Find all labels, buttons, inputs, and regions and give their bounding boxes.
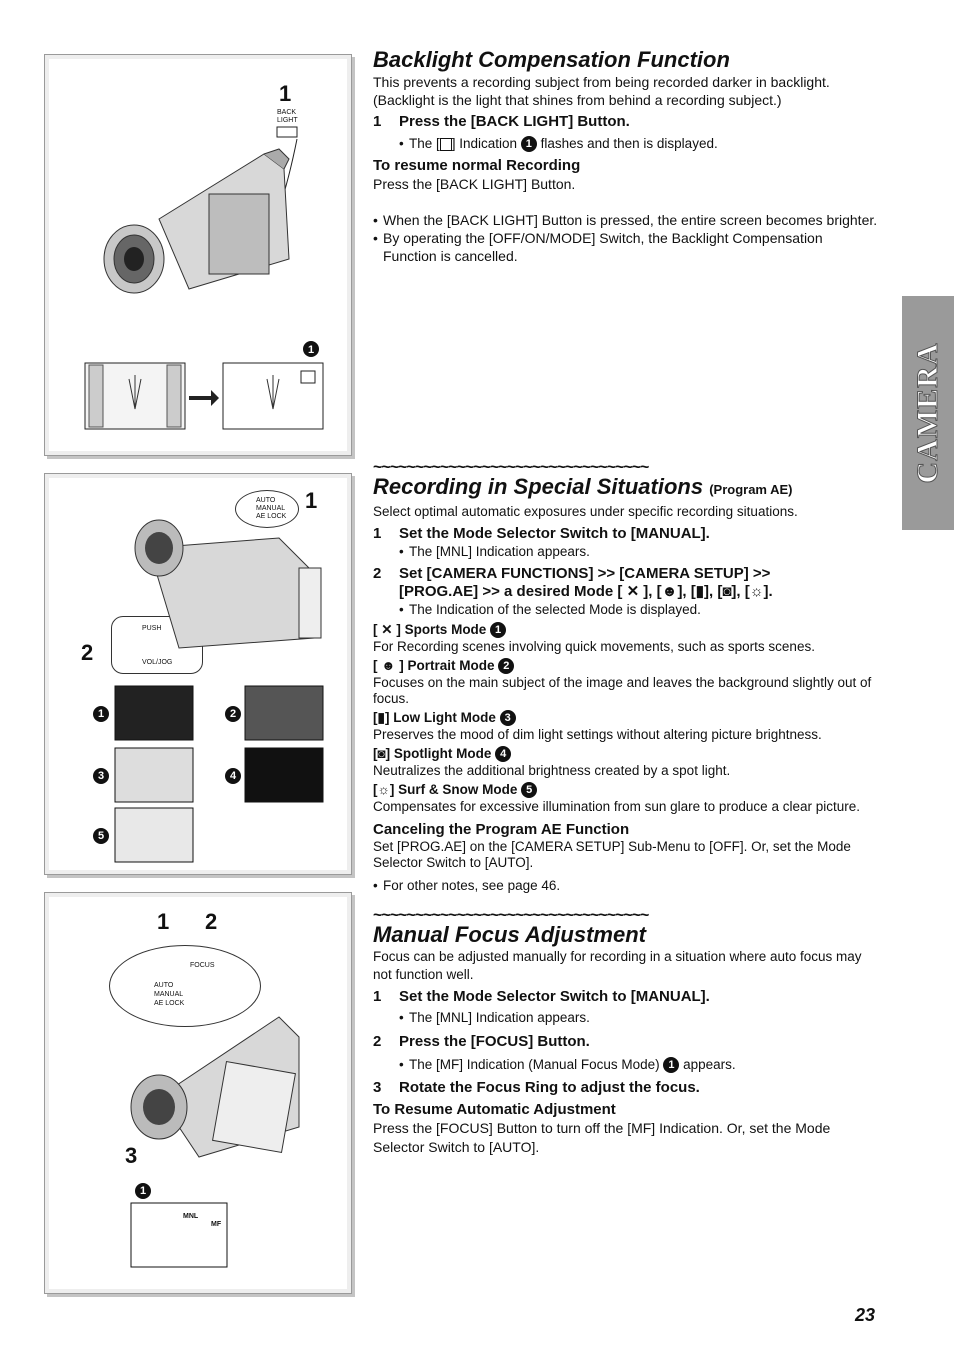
step-text: Rotate the Focus Ring to adjust the focus. [399,1079,700,1096]
note-part-c: flashes and then is displayed. [540,136,718,151]
camcorder-illustration-2 [49,478,347,870]
title-suffix: (Program AE) [709,482,793,497]
section-title: Backlight Compensation Function [373,47,730,72]
bullet-icon: • [373,878,378,893]
badge-1: 1 [663,1057,679,1073]
mode-name: Portrait Mode [407,658,495,673]
step-number: 2 [373,1033,382,1050]
camcorder-illustration [49,59,347,451]
step-1 [373,525,878,543]
step-text-2: [PROG.AE] >> a desired Mode [ [399,583,623,600]
step-1-note [399,543,878,561]
sports-icon: ✕ [381,622,393,637]
spotlight-icon: ◙ [722,583,732,600]
mf-indicator: MF [211,1221,222,1228]
mode-desc: Neutralizes the additional brightness created by a spot light. [373,763,731,778]
step-number: 1 [373,988,382,1005]
voljog-label: VOL/JOG [142,659,173,666]
portrait-icon: ☻ [381,658,396,673]
note-text: When the [BACK LIGHT] Button is pressed, the entire screen becomes brighter. [383,212,878,228]
mode-desc: For Recording scenes involving quick movements, such as sports scenes. [373,639,815,654]
mnl-indicator: MNL [183,1213,199,1220]
note-part-a: The [MF] Indication (Manual Focus Mode) [409,1057,660,1072]
resume-heading: To Resume Automatic Adjustment [373,1101,616,1118]
badge-1: 1 [135,1183,151,1199]
step-text: Press the [BACK LIGHT] Button. [399,113,630,130]
step-number: 1 [373,113,382,130]
tilde-divider: ~~~~~~~~~~~~~~~~~~~~~~~~~~~~~~~~~ [373,907,649,924]
mode-desc: Preserves the mood of dim light settings without altering picture brightness. [373,727,822,742]
figure-step-number: 1 [279,81,292,106]
intro-text: This prevents a recording subject from being recorded darker in backlight. [373,74,830,90]
bullet-icon: • [399,602,404,617]
spotlight-icon: ◙ [377,746,386,761]
step-1-note [399,1009,878,1027]
note-part-b: ] Indication [451,136,518,151]
resume-text: Press the [BACK LIGHT] Button. [373,176,576,192]
note-1 [373,211,878,229]
step-1-note [399,135,878,153]
cancel-heading: Canceling the Program AE Function [373,821,630,838]
intro-text-2: (Backlight is the light that shines from behind a recording subject.) [373,92,782,108]
switch-label-ae-lock: AE LOCK [256,513,287,520]
title-text: Recording in Special Situations [373,474,704,499]
badge-5: 5 [93,828,109,844]
mode-name: Sports Mode [404,622,487,637]
sports-icon: ✕ [626,583,640,600]
badge-1: 1 [521,136,537,152]
push-label: PUSH [142,625,162,632]
step-text: Set [CAMERA FUNCTIONS] >> [CAMERA SETUP] >> [399,565,771,582]
figure-step-number-2: 2 [81,640,94,665]
switch-label-auto: AUTO [154,982,174,989]
intro-text: Focus can be adjusted manually for recording in a situation where auto focus may not function well. [373,949,862,982]
switch-label-manual: MANUAL [256,505,286,512]
note-text: The [MNL] Indication appears. [409,544,590,559]
bullet-icon: • [399,136,404,151]
badge-1: 1 [490,622,506,638]
program-ae-figure-panel [44,473,352,875]
bullet-icon: • [373,212,378,228]
badge-4: 4 [495,746,511,762]
bullet-icon: • [399,1057,404,1072]
step-number: 3 [373,1079,382,1096]
bullet-icon: • [373,230,378,246]
figure-step-number-1: 1 [157,909,170,934]
mode-name: Low Light Mode [393,710,496,725]
section-title: Manual Focus Adjustment [373,922,646,947]
figure-step-number-2: 2 [205,909,218,934]
mode-low-light: [▮] Low Light Mode 3 [373,709,878,727]
mode-portrait: [ ☻ ] Portrait Mode 2 [373,657,878,675]
badge-3: 3 [93,768,109,784]
step-number: 2 [373,565,382,582]
resume-heading: To resume normal Recording [373,157,581,174]
badge-1: 1 [93,706,109,722]
figure-step-number-1: 1 [305,488,318,513]
step-number: 1 [373,525,382,542]
switch-label-ae-lock: AE LOCK [154,1000,185,1007]
figure-step-number-3: 3 [125,1143,138,1168]
mode-surf-snow: [☼] Surf & Snow Mode 5 [373,781,878,799]
intro-text: Select optimal automatic exposures under specific recording situations. [373,504,798,519]
step-2 [373,1033,878,1051]
bullet-icon: • [399,1010,404,1025]
step-3 [373,1079,878,1097]
back-light-label: BACK [277,109,297,116]
note-text: For other notes, see page 46. [383,878,561,893]
mode-name: Surf & Snow Mode [398,782,518,797]
step-text: Set the Mode Selector Switch to [MANUAL]. [399,988,710,1005]
switch-label-auto: AUTO [256,497,276,504]
page-number: 23 [855,1305,876,1325]
step-1 [373,113,878,131]
back-light-label-2: LIGHT [277,117,298,124]
resume-text: Press the [FOCUS] Button to turn off the [MF] Indication. Or, set the Mode Selector Switch to [AUTO]. [373,1120,831,1155]
mode-spotlight: [◙] Spotlight Mode 4 [373,745,878,763]
step-1 [373,988,878,1006]
note-part-b: appears. [683,1057,736,1072]
focus-label: FOCUS [190,962,215,969]
step-text: Set the Mode Selector Switch to [MANUAL]. [399,525,710,542]
manual-focus-figure-panel [44,892,352,1294]
note-text: The [MNL] Indication appears. [409,1010,590,1025]
step-text: Press the [FOCUS] Button. [399,1033,590,1050]
surf-snow-icon: ☼ [377,782,390,797]
cancel-text: Set [PROG.AE] on the [CAMERA SETUP] Sub-Menu to [OFF]. Or, set the Mode Selector Switch to [AUTO]. [373,839,851,870]
camcorder-illustration-3 [49,897,347,1289]
badge-5: 5 [521,782,537,798]
bullet-icon: • [399,544,404,559]
step-2: 2 Set [CAMERA FUNCTIONS] >> [CAMERA SETUP] >> [PROG.AE] >> a desired Mode [ ✕ ], [☻], [▮], [◙], [☼]. [373,565,773,600]
note-text: By operating the [OFF/ON/MODE] Switch, the Backlight Compensation Function is cancelled. [383,230,823,264]
low-light-icon: ▮ [377,710,385,725]
backlight-icon [440,138,452,151]
mode-sports: [ ✕ ] Sports Mode 1 [373,621,878,639]
camera-section-tab [902,296,954,530]
note-2 [373,229,878,265]
mode-desc: Compensates for excessive illumination from sun glare to produce a clear picture. [373,799,860,814]
tilde-divider: ~~~~~~~~~~~~~~~~~~~~~~~~~~~~~~~~~ [373,459,649,476]
backlight-section [373,47,878,265]
manual-focus-section [373,907,878,1157]
other-notes [373,877,878,895]
program-ae-section [373,459,878,895]
low-light-icon: ▮ [695,583,705,600]
note-text: The Indication of the selected Mode is displayed. [409,602,701,617]
surf-snow-icon: ☼ [749,583,764,600]
badge-2: 2 [498,658,514,674]
badge-3: 3 [500,710,516,726]
step-2-note [399,1056,878,1074]
mode-desc: Focuses on the main subject of the image and leaves the background slightly out of focus. [373,675,872,706]
badge-4: 4 [225,768,241,784]
figure-badge: 1 [307,344,315,356]
badge-2: 2 [225,706,241,722]
portrait-icon: ☻ [661,583,678,600]
step-2-note [399,601,878,619]
section-title [373,474,878,503]
backlight-figure-panel [44,54,352,456]
note-part-a: The [ [409,136,440,151]
tab-label: CAMERA [911,342,944,484]
switch-label-manual: MANUAL [154,991,184,998]
mode-name: Spotlight Mode [393,746,492,761]
